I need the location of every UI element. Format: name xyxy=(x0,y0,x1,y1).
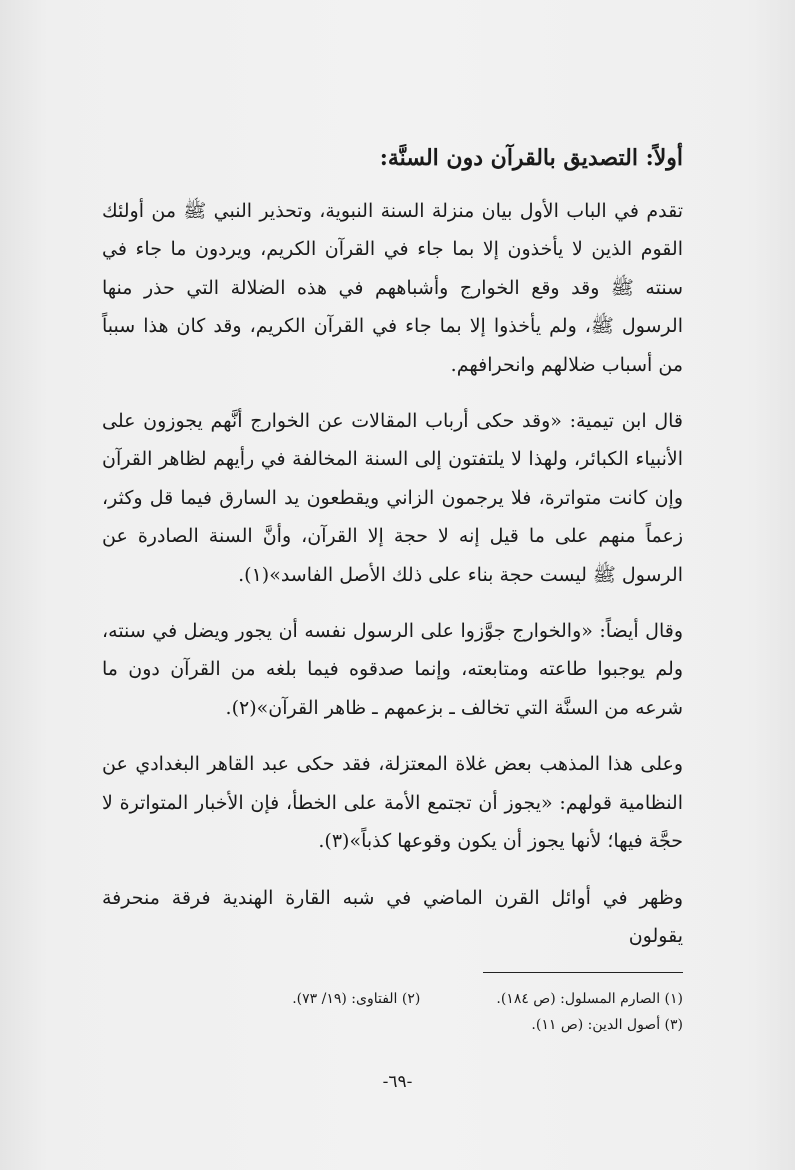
page-number: -٦٩- xyxy=(382,1072,413,1092)
footnotes xyxy=(102,986,683,1038)
paragraph-intro: تقدم في الباب الأول بيان منزلة السنة النبوية، وتحذير النبي ﷺ من أولئك القوم الذين لا يأخذون إلا بما جاء في القرآن الكريم، ويردون ما جاء في سنته ﷺ وقد وقع الخوارج وأشباههم في هذه الضلالة التي حذر منها الرسول ﷺ، ولم يأخذوا إلا بما جاء في القرآن الكريم، وقد كان هذا سبباً من أسباب ضلالهم وانحرافهم. xyxy=(102,200,683,376)
footnote-row xyxy=(102,986,683,1012)
footnote-divider xyxy=(483,972,683,973)
footnote-3: (٣) أصول الدين: (ص ١١). xyxy=(531,1017,683,1033)
footnote-2: (٢) الفتاوى: (١٩/ ٧٣). xyxy=(292,991,421,1007)
footnote-1: (١) الصارم المسلول: (ص ١٨٤). xyxy=(496,991,683,1007)
paragraph-ibn-taymiyyah-quote: قال ابن تيمية: «وقد حكى أرباب المقالات عن الخوارج أنَّهم يجوزون على الأنبياء الكبائر، ولهذا لا يلتفتون إلى السنة المخالفة في رأيهم لظاهر القرآن وإن كانت متواترة، فلا يرجمون الزاني ويقطعون يد السارق فيما قل وكثر، زعماً منهم على ما قيل إنه لا حجة إلا القرآن، وأنَّ السنة الصادرة عن الرسول ﷺ ليست حجة بناء على ذلك الأصل الفاسد»(١). xyxy=(102,410,683,586)
section-heading: أولاً: التصديق بالقرآن دون السنَّة: xyxy=(379,145,683,171)
paragraph-indian-sect: وظهر في أوائل القرن الماضي في شبه القارة الهندية فرقة منحرفة يقولون xyxy=(102,886,683,947)
main-text xyxy=(102,138,683,973)
footnote-row xyxy=(102,1012,683,1038)
paragraph-mutazila: وعلى هذا المذهب بعض غلاة المعتزلة، فقد حكى عبد القاهر البغدادي عن النظامية قولهم: «يجوز أن تجتمع الأمة على الخطأ، فإن الأخبار المتواترة لا حجَّة فيها؛ لأنها يجوز أن يكون وقوعها كذباً»(٣). xyxy=(102,753,683,853)
paragraph-second-quote: وقال أيضاً: «والخوارج جوَّزوا على الرسول نفسه أن يجور ويضل في سنته، ولم يوجبوا طاعته ومتابعته، وإنما صدقوه فيما بلغه من القرآن دون ما شرعه من السنَّة التي تخالف ـ بزعمهم ـ ظاهر القرآن»(٢). xyxy=(102,620,683,719)
